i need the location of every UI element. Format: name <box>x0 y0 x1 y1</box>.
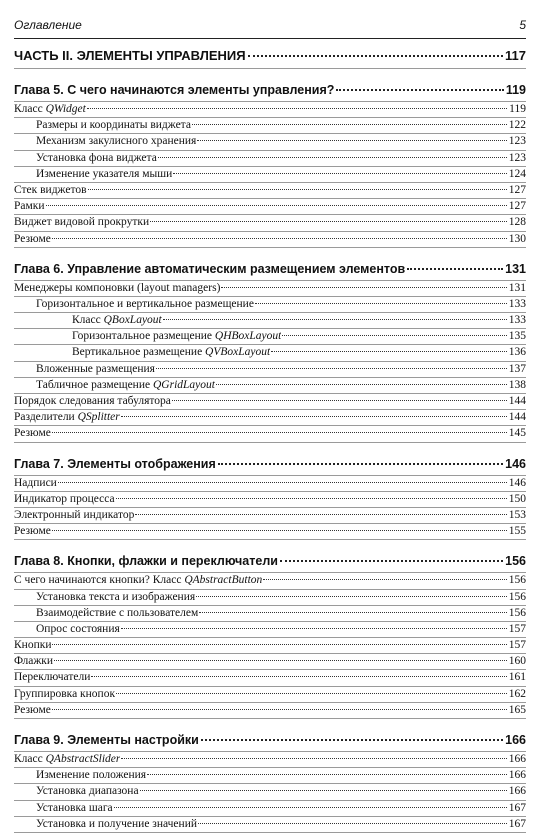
entry-text: Переключатели <box>14 671 91 684</box>
toc-entry[interactable] <box>14 329 526 344</box>
entry-text: Класс <box>14 103 46 115</box>
dot-leader <box>163 318 507 320</box>
dot-leader <box>121 415 507 417</box>
toc-entry[interactable] <box>14 378 526 393</box>
dot-leader <box>58 481 507 483</box>
toc-entry[interactable] <box>14 134 526 149</box>
running-header-page-number: 5 <box>519 18 526 32</box>
entry-title <box>36 297 254 312</box>
entry-page: 161 <box>508 671 526 684</box>
toc-entry[interactable] <box>14 638 526 653</box>
entry-page: 144 <box>508 411 526 424</box>
entry-title <box>36 378 215 393</box>
toc-entry[interactable] <box>14 232 526 247</box>
entry-title <box>14 670 90 685</box>
entry-page: 150 <box>508 492 526 505</box>
entry-title <box>14 524 51 539</box>
toc-entry[interactable] <box>14 508 526 523</box>
toc-entry[interactable] <box>14 362 526 377</box>
entry-title <box>36 118 191 133</box>
dot-leader <box>52 708 507 710</box>
entry-text: Механизм закулисного хранения <box>36 135 197 148</box>
dot-leader <box>88 188 508 190</box>
entry-class-name: QWidget <box>45 103 86 115</box>
entry-page: 157 <box>508 639 526 652</box>
entry-page: 167 <box>508 817 526 830</box>
entry-title <box>14 476 57 491</box>
entry-title <box>14 654 53 669</box>
chapter-title: Глава 5. С чего начинаются элементы управления? <box>14 83 335 97</box>
entry-class-name: QSplitter <box>77 411 120 424</box>
entry-page: 133 <box>508 297 526 310</box>
dot-leader <box>52 529 507 531</box>
entry-title <box>14 394 171 409</box>
dot-leader <box>216 383 507 385</box>
entry-title <box>36 590 195 605</box>
dot-leader <box>116 692 507 694</box>
entry-page: 166 <box>508 785 526 798</box>
entry-text: Размеры и координаты виджета <box>36 119 191 132</box>
entry-title <box>14 183 87 198</box>
entry-class-name: QAbstractButton <box>184 574 263 587</box>
toc-entry[interactable] <box>14 801 526 816</box>
entry-text: Менеджеры компоновки (layout managers) <box>14 281 221 294</box>
spacer <box>14 540 526 550</box>
entry-title <box>72 313 162 328</box>
entry-title <box>14 703 51 718</box>
toc-entry[interactable] <box>14 313 526 328</box>
toc-entry[interactable] <box>14 687 526 702</box>
toc-entry[interactable] <box>14 817 526 832</box>
entry-title <box>14 508 134 523</box>
entry-class-name: QVBoxLayout <box>205 346 271 359</box>
dot-leader <box>87 107 507 109</box>
entry-page: 128 <box>508 216 526 229</box>
entry-title <box>36 784 139 799</box>
toc-entry[interactable] <box>14 426 526 441</box>
toc-entry[interactable] <box>14 752 526 767</box>
chapter-heading[interactable] <box>14 453 526 475</box>
entry-text: С чего начинаются кнопки? Класс <box>14 574 185 587</box>
entry-title <box>36 362 155 377</box>
entry-text: Виджет видовой прокрутки <box>14 216 150 229</box>
entry-text: Установка диапазона <box>36 785 139 798</box>
dot-leader <box>173 172 507 174</box>
entry-title <box>36 817 197 832</box>
toc-entry[interactable] <box>14 606 526 621</box>
entry-text: Изменение положения <box>36 769 147 782</box>
chapter-page: 166 <box>505 733 526 747</box>
entry-title <box>14 102 86 117</box>
entry-page: 166 <box>508 769 526 782</box>
entry-page: 119 <box>509 103 526 115</box>
dot-leader <box>121 627 507 629</box>
toc-entry[interactable] <box>14 654 526 669</box>
dot-leader <box>196 595 507 597</box>
chapter-heading[interactable] <box>14 258 526 280</box>
entry-text: Надписи <box>14 476 57 489</box>
toc-entry[interactable] <box>14 151 526 166</box>
entry-page: 146 <box>508 476 526 489</box>
running-header-title: Оглавление <box>14 18 82 32</box>
toc-entry[interactable] <box>14 492 526 507</box>
toc-entry[interactable] <box>14 590 526 605</box>
entry-text: Резюме <box>14 232 51 245</box>
entry-title <box>36 134 196 149</box>
spacer <box>14 443 526 453</box>
entry-title <box>14 573 262 588</box>
chapter-list <box>14 79 526 833</box>
toc-entry[interactable] <box>14 183 526 198</box>
dot-leader <box>91 675 507 677</box>
entry-class-name: QHBoxLayout <box>214 330 282 343</box>
entry-title <box>14 638 51 653</box>
dot-leader <box>114 806 507 808</box>
entry-text: Резюме <box>14 525 51 538</box>
entry-text: Рамки <box>14 200 45 213</box>
entry-text: Вертикальное размещение <box>72 346 206 359</box>
dot-leader <box>248 54 503 57</box>
entry-page: 127 <box>508 183 526 196</box>
toc-entry[interactable] <box>14 102 526 117</box>
chapter-title: Глава 8. Кнопки, флажки и переключатели <box>14 554 278 569</box>
dot-leader <box>263 578 507 580</box>
entry-text: Горизонтальное размещение <box>72 330 215 343</box>
page-header <box>14 16 526 39</box>
chapter-title: Глава 7. Элементы отображения <box>14 456 216 471</box>
chapter-heading[interactable] <box>14 550 526 572</box>
entry-title <box>14 410 120 425</box>
chapter-page: 131 <box>505 261 526 276</box>
toc-entry[interactable] <box>14 167 526 182</box>
dot-leader <box>198 822 507 824</box>
chapter-title: Глава 6. Управление автоматическим размещением элементов <box>14 261 406 276</box>
dot-leader <box>116 497 507 499</box>
chapter-heading[interactable] <box>14 79 526 101</box>
entry-page: 138 <box>508 378 526 391</box>
entry-text: Табличное размещение <box>36 378 153 391</box>
toc-entry[interactable] <box>14 281 526 296</box>
entry-page: 153 <box>508 508 526 521</box>
entry-title <box>36 606 198 621</box>
toc-entry[interactable] <box>14 573 526 588</box>
dot-leader <box>172 399 507 401</box>
dot-leader <box>135 513 507 515</box>
entry-page: 166 <box>508 753 526 765</box>
entry-page: 167 <box>508 801 526 814</box>
entry-text: Группировка кнопок <box>14 687 116 700</box>
entry-title <box>14 426 51 441</box>
dot-leader <box>54 659 507 661</box>
entry-page: 165 <box>508 703 526 716</box>
entry-page: 127 <box>508 200 526 213</box>
dot-leader <box>46 204 507 206</box>
entry-text: Установка шага <box>36 801 113 814</box>
entry-page: 122 <box>508 119 526 132</box>
entry-title <box>36 622 120 637</box>
dot-leader <box>52 431 507 433</box>
entry-title <box>14 199 45 214</box>
entry-page: 156 <box>508 590 526 603</box>
table-of-contents <box>14 44 526 833</box>
dot-leader <box>255 302 507 304</box>
chapter-page: 146 <box>505 456 526 471</box>
entry-title <box>36 768 146 783</box>
entry-page: 162 <box>508 687 526 700</box>
toc-entry[interactable] <box>14 670 526 685</box>
toc-entry[interactable] <box>14 215 526 230</box>
entry-text: Горизонтальное и вертикальное размещение <box>36 297 254 310</box>
dot-leader <box>271 350 507 352</box>
spacer <box>14 719 526 729</box>
entry-page: 145 <box>508 427 526 440</box>
toc-entry[interactable] <box>14 703 526 718</box>
entry-text: Кнопки <box>14 639 52 652</box>
chapter-heading[interactable] <box>14 729 526 751</box>
entry-title <box>72 345 270 360</box>
toc-entry[interactable] <box>14 118 526 133</box>
dot-leader <box>158 156 507 158</box>
entry-text: Класс <box>14 753 46 765</box>
entry-title <box>36 167 172 182</box>
dot-leader <box>156 367 507 369</box>
dot-leader <box>192 123 507 125</box>
entry-page: 144 <box>508 395 526 407</box>
entry-page: 137 <box>508 362 526 375</box>
entry-text: Стек виджетов <box>14 183 87 196</box>
entry-page: 135 <box>508 330 526 343</box>
entry-class-name: QAbstractSlider <box>45 753 121 765</box>
toc-entry[interactable] <box>14 784 526 799</box>
entry-page: 123 <box>508 151 526 164</box>
entry-page: 133 <box>508 314 526 327</box>
entry-title <box>14 281 220 296</box>
entry-class-name: QBoxLayout <box>103 314 162 327</box>
part-page: 117 <box>505 48 526 63</box>
dot-leader <box>218 462 503 465</box>
entry-title <box>36 801 113 816</box>
toc-entry[interactable] <box>14 524 526 539</box>
entry-text: Резюме <box>14 427 51 440</box>
dot-leader <box>407 267 503 270</box>
dot-leader <box>201 738 503 741</box>
toc-entry[interactable] <box>14 199 526 214</box>
dot-leader <box>147 773 507 775</box>
entry-class-name: QGridLayout <box>152 378 215 391</box>
toc-entry[interactable] <box>14 297 526 312</box>
dot-leader <box>282 334 507 336</box>
entry-text: Установка и получение значений <box>36 817 197 830</box>
entry-text: Изменение указателя мыши <box>36 167 173 180</box>
toc-entry[interactable] <box>14 410 526 425</box>
dot-leader <box>140 789 507 791</box>
entry-title <box>14 752 120 767</box>
toc-entry[interactable] <box>14 768 526 783</box>
dot-leader <box>221 286 507 288</box>
entry-title <box>72 329 281 344</box>
entry-text: Класс <box>72 314 104 327</box>
entry-page: 157 <box>508 622 526 635</box>
entry-text: Установка фона виджета <box>36 151 157 164</box>
dot-leader <box>199 611 507 613</box>
dot-leader <box>52 237 507 239</box>
toc-entry[interactable] <box>14 622 526 637</box>
spacer <box>14 69 526 79</box>
chapter-page: 119 <box>505 83 526 97</box>
entry-text: Электронный индикатор <box>14 508 135 521</box>
entry-text: Вложенные размещения <box>36 362 155 375</box>
part-heading[interactable] <box>14 44 526 68</box>
dot-leader <box>121 757 507 759</box>
entry-text: Резюме <box>14 703 51 716</box>
entry-page: 124 <box>508 167 526 180</box>
entry-page: 155 <box>508 525 526 538</box>
entry-text: Разделители <box>14 411 78 424</box>
entry-page: 156 <box>508 606 526 619</box>
entry-title <box>14 687 115 702</box>
toc-entry[interactable] <box>14 394 526 409</box>
dot-leader <box>197 139 507 141</box>
entry-page: 130 <box>508 232 526 245</box>
dot-leader <box>280 559 503 562</box>
entry-text: Установка текста и изображения <box>36 590 196 603</box>
dot-leader <box>52 643 507 645</box>
toc-entry[interactable] <box>14 345 526 360</box>
entry-page: 156 <box>508 574 526 587</box>
entry-text: Флажки <box>14 655 54 668</box>
entry-text: Взаимодействие с пользователем <box>36 606 199 619</box>
entry-title <box>14 215 149 230</box>
chapter-title: Глава 9. Элементы настройки <box>14 733 199 747</box>
entry-title <box>14 232 51 247</box>
entry-title <box>14 492 115 507</box>
entry-page: 136 <box>508 346 526 359</box>
part-title: ЧАСТЬ II. ЭЛЕМЕНТЫ УПРАВЛЕНИЯ <box>14 48 246 63</box>
chapter-page: 156 <box>505 554 526 569</box>
entry-page: 131 <box>508 281 526 294</box>
spacer <box>14 248 526 258</box>
dot-leader <box>150 220 507 222</box>
dot-leader <box>336 88 503 91</box>
entry-text: Индикатор процесса <box>14 492 115 505</box>
entry-title <box>36 151 157 166</box>
entry-page: 123 <box>508 135 526 148</box>
entry-text: Порядок следования табулятора <box>14 395 171 407</box>
entry-text: Опрос состояния <box>36 622 120 635</box>
entry-page: 160 <box>508 655 526 668</box>
toc-entry[interactable] <box>14 476 526 491</box>
